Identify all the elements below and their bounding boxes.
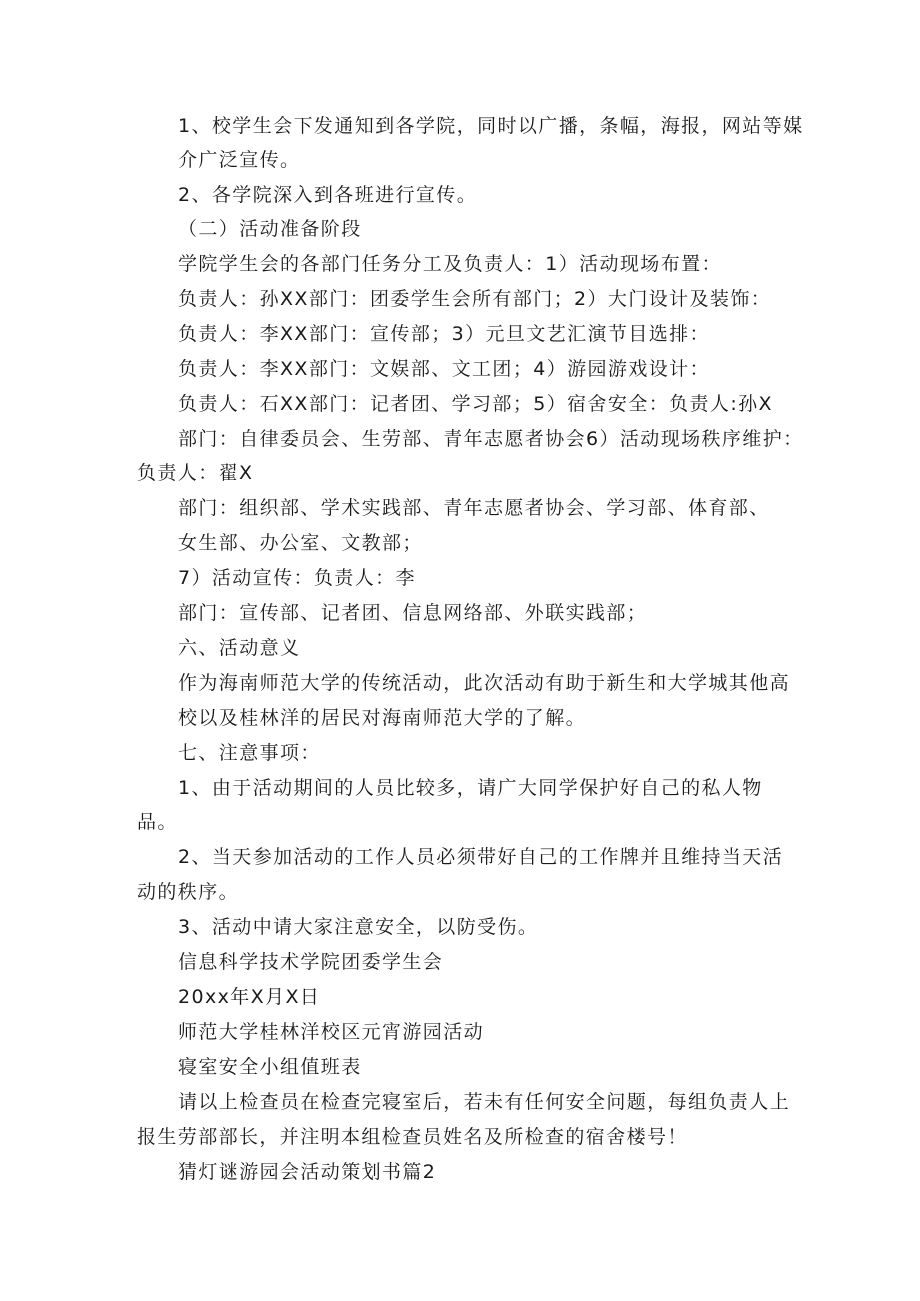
text-line: 寝室安全小组值班表 [178, 1056, 362, 1078]
text-line: 作为海南师范大学的传统活动，此次活动有助于新生和大学城其他高 [178, 672, 791, 694]
section-heading: 七、注意事项： [178, 742, 321, 764]
text-line: 7）活动宣传：负责人：李 [178, 567, 416, 589]
text-line: 品。 [137, 811, 178, 833]
text-line: 动的秩序。 [137, 881, 240, 903]
text-line: 女生部、办公室、文教部； [178, 532, 423, 554]
text-line: 2、当天参加活动的工作人员必须带好自己的工作牌并且维持当天活 [178, 846, 784, 868]
signature-org: 信息科学技术学院团委学生会 [178, 951, 444, 973]
text-line: 学院学生会的各部门任务分工及负责人：1）活动现场布置： [178, 253, 722, 275]
section-heading: 六、活动意义 [178, 637, 301, 659]
text-line: 负责人：翟X [137, 462, 254, 484]
text-line: 部门：组织部、学术实践部、青年志愿者协会、学习部、体育部、 [178, 497, 770, 519]
text-line: 3、活动中请大家注意安全，以防受伤。 [178, 916, 539, 938]
text-line: 1、校学生会下发通知到各学院，同时以广播，条幅，海报，网站等媒 [178, 115, 804, 137]
text-line: 请以上检查员在检查完寝室后，若未有任何安全问题，每组负责人上 [178, 1091, 791, 1113]
text-line: 负责人：石XX部门：记者团、学习部；5）宿舍安全：负责人:孙X [178, 393, 773, 415]
text-line: 部门：宣传部、记者团、信息网络部、外联实践部； [178, 602, 648, 624]
text-line: 介广泛宣传。 [178, 149, 301, 171]
text-line: 负责人：李XX部门：宣传部；3）元旦文艺汇演节目选排： [178, 323, 710, 345]
section-title: 猜灯谜游园会活动策划书篇2 [178, 1161, 437, 1183]
text-line: 1、由于活动期间的人员比较多，请广大同学保护好自己的私人物 [178, 777, 763, 799]
text-line: 师范大学桂林洋校区元宵游园活动 [178, 1021, 485, 1043]
signature-date: 20xx年X月X日 [178, 986, 321, 1008]
text-line: 校以及桂林洋的居民对海南师范大学的了解。 [178, 707, 587, 729]
section-heading: （二）活动准备阶段 [178, 218, 362, 240]
text-line: 负责人：李XX部门：文娱部、文工团；4）游园游戏设计： [178, 358, 710, 380]
text-line: 负责人：孙XX部门：团委学生会所有部门；2）大门设计及装饰： [178, 288, 772, 310]
text-line: 报生劳部部长，并注明本组检查员姓名及所检查的宿舍楼号！ [137, 1126, 688, 1148]
text-line: 部门：自律委员会、生劳部、青年志愿者协会6）活动现场秩序维护： [178, 428, 804, 450]
text-line: 2、各学院深入到各班进行宣传。 [178, 184, 478, 206]
